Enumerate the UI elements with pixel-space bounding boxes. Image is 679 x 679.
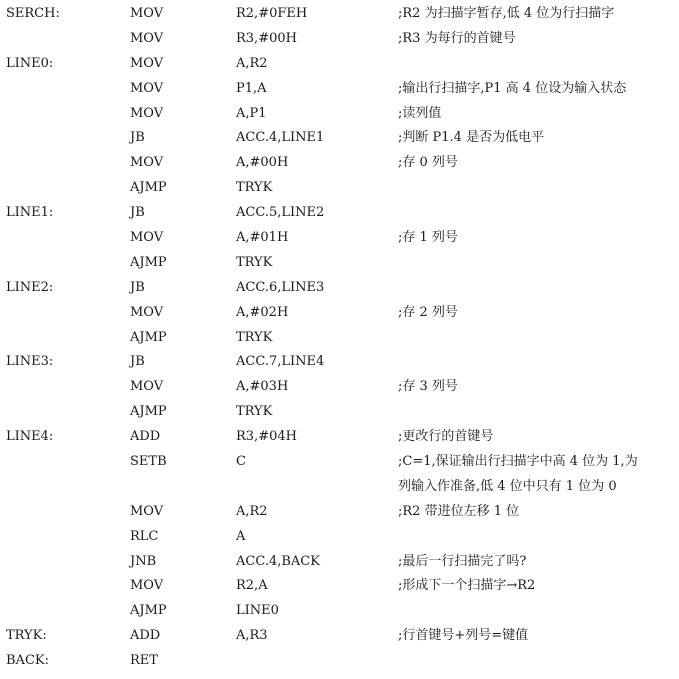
line-opcode: MOV xyxy=(130,105,164,121)
line-operand: R2,#0FEH xyxy=(236,6,308,21)
line-comment: ;最后一行扫描完了吗? xyxy=(398,553,527,569)
line-operand: R2,A xyxy=(236,578,268,594)
line-comment: ;判断 P1.4 是否为低电平 xyxy=(398,130,545,146)
line-operand: A,R3 xyxy=(236,628,268,644)
code-line xyxy=(0,151,679,176)
code-line xyxy=(0,276,679,301)
line-opcode: ADD xyxy=(130,628,161,644)
code-line xyxy=(0,77,679,102)
line-comment: ;输出行扫描字,P1 高 4 位设为输入状态 xyxy=(398,80,627,96)
code-line xyxy=(0,176,679,201)
line-operand: R3,#04H xyxy=(236,429,297,445)
code-line xyxy=(0,450,679,475)
code-line xyxy=(0,350,679,375)
line-opcode: MOV xyxy=(130,6,164,21)
line-operand: P1,A xyxy=(236,80,267,96)
line-opcode: MOV xyxy=(130,30,164,46)
line-opcode: RET xyxy=(130,653,158,669)
code-line xyxy=(0,102,679,127)
code-line xyxy=(0,525,679,550)
code-line xyxy=(0,599,679,624)
line-opcode: AJMP xyxy=(130,329,167,345)
line-opcode: MOV xyxy=(130,379,164,395)
line-comment: ;读列值 xyxy=(398,105,442,121)
line-opcode: MOV xyxy=(130,230,164,246)
line-operand: A,P1 xyxy=(236,105,267,121)
line-comment: ;C=1,保证输出行扫描字中高 4 位为 1,为 xyxy=(398,454,638,470)
code-line xyxy=(0,52,679,77)
assembly-listing xyxy=(0,2,679,674)
line-opcode: JB xyxy=(130,205,145,221)
line-comment: ;存 0 列号 xyxy=(398,155,458,171)
line-operand: ACC.4,LINE1 xyxy=(236,130,325,146)
line-comment: ;行首键号+列号=键值 xyxy=(398,628,529,644)
line-operand: R3,#00H xyxy=(236,30,297,46)
line-label: LINE3: xyxy=(6,354,54,370)
line-operand: ACC.4,BACK xyxy=(236,553,320,569)
line-opcode: MOV xyxy=(130,578,164,594)
line-comment: ;存 1 列号 xyxy=(398,230,458,246)
code-line xyxy=(0,500,679,525)
line-opcode: JB xyxy=(130,130,145,146)
line-comment: ;R2 带进位左移 1 位 xyxy=(398,503,520,519)
line-operand: LINE0 xyxy=(236,603,279,619)
code-line xyxy=(0,27,679,52)
line-opcode: AJMP xyxy=(130,404,167,420)
code-line xyxy=(0,550,679,575)
line-opcode: AJMP xyxy=(130,254,167,270)
line-label: LINE2: xyxy=(6,279,54,295)
line-operand: A xyxy=(236,528,246,544)
code-line xyxy=(0,326,679,351)
line-opcode: RLC xyxy=(130,528,159,544)
code-line xyxy=(0,251,679,276)
line-operand: TRYK xyxy=(236,254,273,270)
line-opcode: AJMP xyxy=(130,603,167,619)
line-operand: A,R2 xyxy=(236,55,268,71)
code-line xyxy=(0,400,679,425)
line-opcode: MOV xyxy=(130,55,164,71)
line-operand: ACC.7,LINE4 xyxy=(236,354,325,370)
line-operand: A,#02H xyxy=(236,304,289,320)
line-opcode: MOV xyxy=(130,503,164,519)
line-operand: TRYK xyxy=(236,180,273,196)
code-line xyxy=(0,475,679,500)
line-label: BACK: xyxy=(6,653,49,669)
line-label: LINE4: xyxy=(6,429,54,445)
line-comment: ;存 2 列号 xyxy=(398,304,458,320)
line-comment: ;存 3 列号 xyxy=(398,379,458,395)
code-line xyxy=(0,649,679,674)
line-opcode: JB xyxy=(130,354,145,370)
line-operand: TRYK xyxy=(236,329,273,345)
line-operand: ACC.6,LINE3 xyxy=(236,279,325,295)
line-operand: A,R2 xyxy=(236,503,268,519)
line-operand: TRYK xyxy=(236,404,273,420)
line-comment: ;R2 为扫描字暂存,低 4 位为行扫描字 xyxy=(398,6,615,21)
line-operand: A,#01H xyxy=(236,230,289,246)
code-line xyxy=(0,126,679,151)
line-label: LINE1: xyxy=(6,205,54,221)
code-line xyxy=(0,301,679,326)
line-operand: A,#00H xyxy=(236,155,289,171)
code-line xyxy=(0,375,679,400)
code-line xyxy=(0,425,679,450)
line-comment: 列输入作准备,低 4 位中只有 1 位为 0 xyxy=(398,478,617,494)
line-opcode: SETB xyxy=(130,454,167,470)
line-opcode: ADD xyxy=(130,429,161,445)
line-comment: ;更改行的首键号 xyxy=(398,429,494,445)
line-label: SERCH: xyxy=(6,6,60,21)
line-opcode: MOV xyxy=(130,304,164,320)
code-line xyxy=(0,2,679,27)
line-opcode: JB xyxy=(130,279,145,295)
line-opcode: MOV xyxy=(130,155,164,171)
line-opcode: MOV xyxy=(130,80,164,96)
code-line xyxy=(0,624,679,649)
line-label: TRYK: xyxy=(6,628,47,644)
line-opcode: AJMP xyxy=(130,180,167,196)
line-comment: ;形成下一个扫描字→R2 xyxy=(398,578,536,594)
line-operand: ACC.5,LINE2 xyxy=(236,205,325,221)
line-operand: A,#03H xyxy=(236,379,289,395)
line-operand: C xyxy=(236,454,246,470)
code-line xyxy=(0,226,679,251)
line-comment: ;R3 为每行的首键号 xyxy=(398,30,516,46)
line-label: LINE0: xyxy=(6,55,54,71)
code-line xyxy=(0,574,679,599)
line-opcode: JNB xyxy=(130,553,157,569)
code-line xyxy=(0,201,679,226)
